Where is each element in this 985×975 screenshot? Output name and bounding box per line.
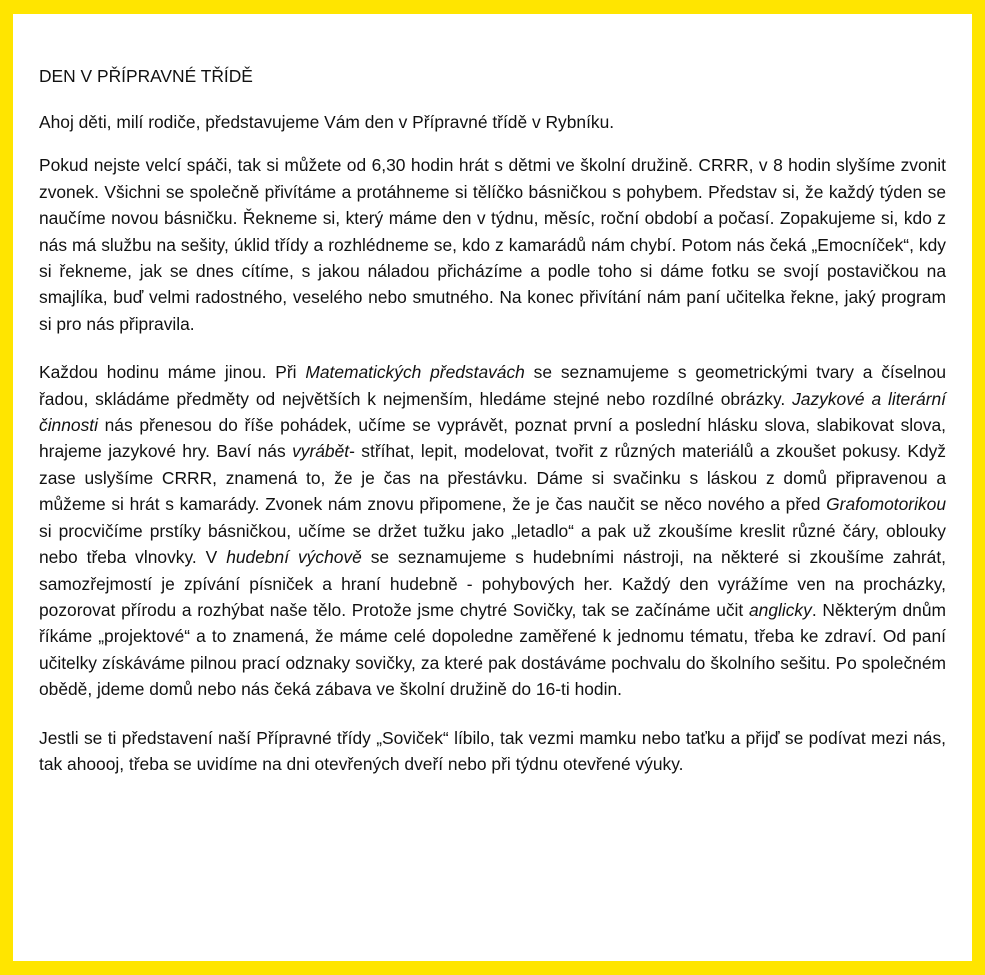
intro-paragraph: Ahoj děti, milí rodiče, představujeme Vám den v Přípravné třídě v Rybníku. xyxy=(39,112,615,132)
lessons-italic-graphomotor: Grafomotorikou xyxy=(826,494,946,515)
lessons-italic-craft: vyrábět xyxy=(292,441,350,462)
lessons-text-4: - stříhat, lepit, modelovat, tvořit z různých materiálů a zkoušet pokusy. Když zase uslyšíme CRRR, znamená to, že je čas na přestávku. Dáme si svačinku s láskou z domů připravenou a můžeme si hrát s kamarády. Zvonek nám znovu připomene, že je čas naučit se něco nového a před xyxy=(39,441,947,515)
lessons-text-6: se seznamujeme s hudebními nástroji, na některé si zkoušíme zahrát, samozřejmostí je zpívání písniček a hraní hudebně - pohybových her. Každý den vyrážíme ven na procházky, pozorovat přírodu a rozhýbat naše tělo. Protože jsme chytré Sovičky, tak se začínáme učit xyxy=(39,547,946,620)
lessons-text-3: nás přenesou do říše pohádek, učíme se vyprávět, poznat první a poslední hlásku slova, slabikovat slova, hrajeme jazykové hry. Baví nás xyxy=(39,415,946,462)
lessons-italic-math: Matematických představách xyxy=(305,362,525,383)
lessons-text-5: si procvičíme prstíky básničkou, učíme se držet tužku jako „letadlo“ a pak už zkoušíme kreslit různé čáry, oblouky nebo třeba vlnovky. V xyxy=(39,520,946,568)
lessons-italic-english: anglicky xyxy=(748,599,812,620)
lessons-text-7: . Některým dnům říkáme „projektové“ a to znamená, že máme celé dopoledne zaměřené k jednomu tématu, třeba ke zdraví. Od paní učitelky získáváme pilnou prací odznaky sovičky, za které pak dostáváme pochvalu do školního sešitu. Po společném obědě, jdeme domů nebo nás čeká zábava ve školní družině do 16-ti hodin. xyxy=(39,599,947,700)
document-page xyxy=(13,14,972,961)
lessons-text-1: Každou hodinu máme jinou. Při xyxy=(39,362,306,383)
closing-paragraph: Jestli se ti představení naší Přípravné třídy „Soviček“ líbilo, tak vezmi mamku nebo taťku a přijď se podívat mezi nás, tak ahoooj, třeba se uvidíme na dni otevřených dveří nebo při týdnu otevřené výuky. xyxy=(39,727,946,774)
lessons-text-2: se seznamujeme s geometrickými tvary a číselnou řadou, skládáme předměty od největších k nejmenším, hledáme stejné nebo rozdílné obrázky. xyxy=(39,362,946,409)
morning-paragraph: Pokud nejste velcí spáči, tak si můžete od 6,30 hodin hrát s dětmi ve školní družině. CRRR, v 8 hodin slyšíme zvonit zvonek. Všichni se společně přivítáme a protáhneme si tělíčko básničkou s pohybem. Představ si, že každý týden se naučíme novou básničku. Řekneme si, který máme den v týdnu, měsíc, roční období a počasí. Zopakujeme si, kdo z nás má službu na sešity, úklid třídy a rozhlédneme se, kdo z kamarádů nám chybí. Potom nás čeká „Emocníček“, kdy si řekneme, jak se dnes cítíme, s jakou náladou přicházíme a podle toho si dáme fotku se svojí postavičkou na smajlíka, buď velmi radostného, veselého nebo smutného. Na konec přivítání nám paní učitelka řekne, jaký program si pro nás připravila. xyxy=(39,155,946,334)
lessons-paragraph xyxy=(39,359,946,702)
lessons-italic-music: hudební výchově xyxy=(226,547,362,568)
document-title: DEN V PŘÍPRAVNÉ TŘÍDĚ xyxy=(39,66,253,86)
lessons-italic-language: Jazykové a literární činnosti xyxy=(39,388,946,436)
